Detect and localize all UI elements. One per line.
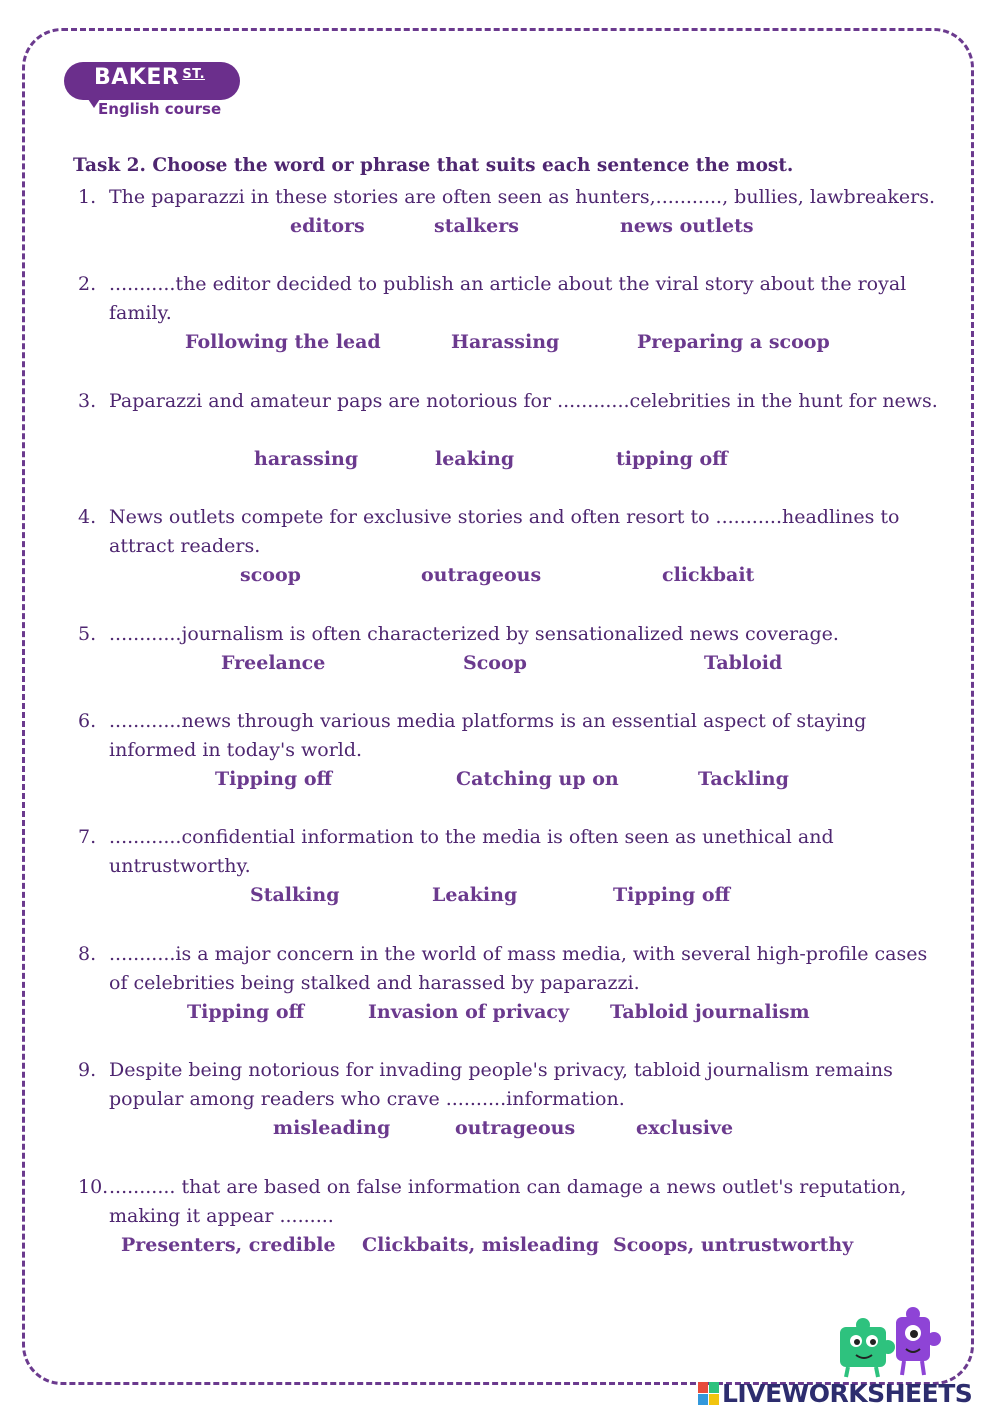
option-3[interactable]: news outlets xyxy=(620,215,754,237)
option-3[interactable]: exclusive xyxy=(636,1117,734,1139)
option-3[interactable]: tipping off xyxy=(616,448,728,470)
option-3[interactable]: Scoops, untrustworthy xyxy=(613,1234,854,1256)
question-number: 2. xyxy=(78,273,97,295)
option-1[interactable]: scoop xyxy=(240,564,301,586)
option-2[interactable]: outrageous xyxy=(421,564,542,586)
question-text: News outlets compete for exclusive stories and often resort to ...........headlines to attract readers. xyxy=(109,506,900,557)
question-number: 4. xyxy=(78,506,97,528)
logo-tagline: English course xyxy=(98,100,222,118)
option-2[interactable]: Invasion of privacy xyxy=(368,1001,570,1023)
liveworksheets-wordmark: LIVEWORKSHEETS xyxy=(722,1379,973,1408)
question-number: 10. xyxy=(78,1176,109,1198)
option-2[interactable]: Scoop xyxy=(463,652,527,674)
option-2[interactable]: Clickbaits, misleading xyxy=(362,1234,600,1256)
option-1[interactable]: Following the lead xyxy=(185,331,381,353)
option-3[interactable]: Tipping off xyxy=(613,884,731,906)
question-number: 7. xyxy=(78,826,97,848)
question-text: ...........the editor decided to publish an article about the viral story about the royal family. xyxy=(109,273,907,324)
option-2[interactable]: outrageous xyxy=(455,1117,576,1139)
question-number: 1. xyxy=(78,186,97,208)
liveworksheets-badge-icon xyxy=(698,1382,720,1406)
question-number: 8. xyxy=(78,943,97,965)
option-1[interactable]: Tipping off xyxy=(187,1001,305,1023)
option-1[interactable]: Presenters, credible xyxy=(121,1234,336,1256)
liveworksheets-logo xyxy=(698,1376,998,1412)
question-number: 9. xyxy=(78,1059,97,1081)
question-text: ............confidential information to the media is often seen as unethical and untrustworthy. xyxy=(109,826,834,877)
puzzle-mascots-icon xyxy=(830,1305,945,1380)
option-2[interactable]: Harassing xyxy=(451,331,560,353)
option-1[interactable]: Tipping off xyxy=(215,768,333,790)
baker-st-logo xyxy=(64,62,242,124)
question-text: Despite being notorious for invading people's privacy, tabloid journalism remains popular among readers who crave ..........information. xyxy=(109,1059,893,1110)
option-3[interactable]: Tabloid xyxy=(704,652,783,674)
question-number: 6. xyxy=(78,710,97,732)
question-text: ............news through various media platforms is an essential aspect of staying informed in today's world. xyxy=(109,710,867,761)
option-2[interactable]: leaking xyxy=(435,448,515,470)
option-3[interactable]: Preparing a scoop xyxy=(637,331,830,353)
question-number: 3. xyxy=(78,390,97,412)
task-title: Task 2. Choose the word or phrase that suits each sentence the most. xyxy=(73,155,794,176)
question-text: ............journalism is often characterized by sensationalized news coverage. xyxy=(109,623,839,645)
option-1[interactable]: editors xyxy=(290,215,365,237)
logo-brand-name: BAKER $^{ST.}$ xyxy=(94,65,206,90)
option-2[interactable]: Leaking xyxy=(432,884,518,906)
question-text: Paparazzi and amateur paps are notorious for ............celebrities in the hunt for news. xyxy=(109,390,938,412)
option-1[interactable]: Stalking xyxy=(250,884,340,906)
question-number: 5. xyxy=(78,623,97,645)
question-text: ........... that are based on false information can damage a news outlet's reputation, making it appear ......... xyxy=(109,1176,907,1227)
option-1[interactable]: harassing xyxy=(254,448,359,470)
option-2[interactable]: Catching up on xyxy=(456,768,619,790)
question-text: The paparazzi in these stories are often seen as hunters,..........., bullies, lawbreakers. xyxy=(109,186,935,208)
option-2[interactable]: stalkers xyxy=(434,215,519,237)
option-1[interactable]: Freelance xyxy=(221,652,326,674)
question-text: ...........is a major concern in the world of mass media, with several high-profile cases of celebrities being stalked and harassed by paparazzi. xyxy=(109,943,928,994)
option-3[interactable]: Tabloid journalism xyxy=(610,1001,810,1023)
logo-brand-suffix: ST. xyxy=(182,67,206,82)
option-3[interactable]: Tackling xyxy=(698,768,789,790)
option-1[interactable]: misleading xyxy=(273,1117,391,1139)
option-3[interactable]: clickbait xyxy=(662,564,755,586)
